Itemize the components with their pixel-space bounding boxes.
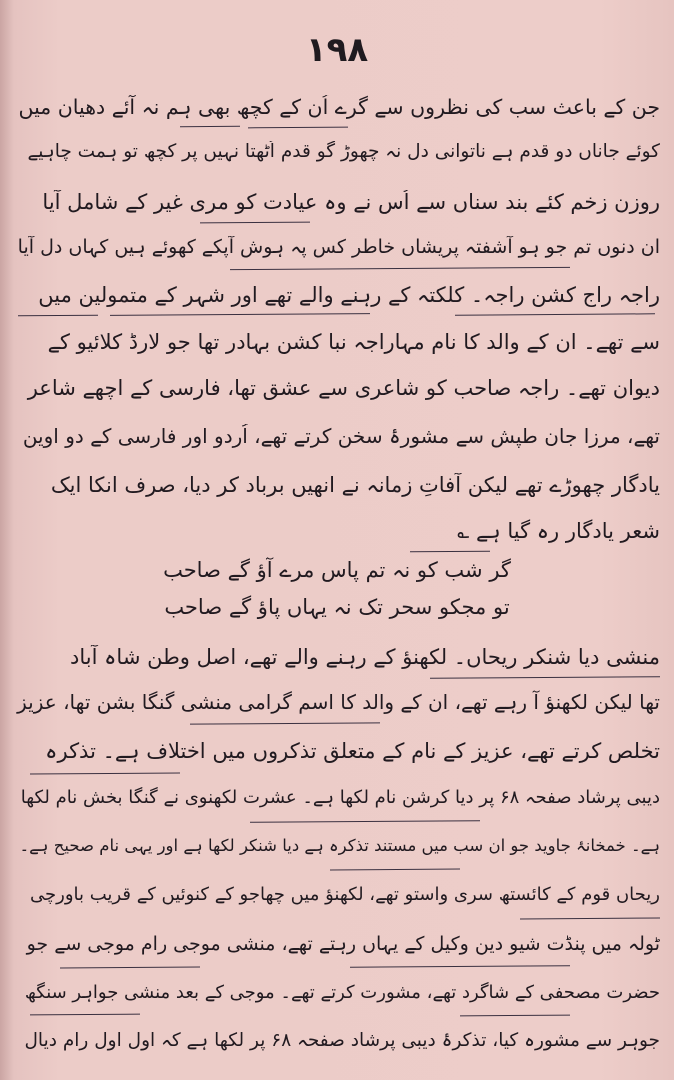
text-line: کوئے جاناں دو قدم ہے ناتوانی دل نہ چھوڑ گو قدم اُٹھتا نہیں پر کچھ تو ہمت چاہیے (27, 141, 660, 162)
pen-underline (430, 676, 660, 679)
verse-line: تو مجکو سحر تک نہ یہاں پاؤ گے صاحب (164, 595, 510, 619)
text-line: راجہ راج کشن راجہ۔ کلکتہ کے رہنے والے تھے اور شہر کے متمولین میں (38, 283, 660, 307)
pen-underline (200, 222, 310, 224)
pen-underline (30, 772, 180, 774)
pen-underline (180, 126, 240, 127)
pen-underline (410, 551, 490, 553)
text-line: جوہر سے مشورہ کیا، تذکرۂ دیبی پرشاد صفحہ ۶۸ پر لکھا ہے کہ اول اول رام دیال (24, 1030, 660, 1051)
text-line: یادگار چھوڑے تھے لیکن آفاتِ زمانہ نے انھیں برباد کر دیا، صرف انکا ایک (50, 473, 660, 497)
pen-underline (250, 820, 480, 823)
verse-line: گر شب کو نہ تم پاس مرے آؤ گے صاحب (163, 558, 511, 582)
text-line: دیبی پرشاد صفحہ ۶۸ پر دیا کرشن نام لکھا ہے۔ عشرت لکھنوی نے گنگا بخش نام لکھا (20, 787, 660, 808)
pen-underline (520, 918, 660, 920)
page-number: ۱۹۸ (305, 30, 369, 70)
pen-underline (230, 267, 570, 270)
text-line: جن کے باعث سب کی نظروں سے گرے اُن کے کچھ بھی ہم نہ آئے دھیان میں (18, 95, 660, 119)
text-line: ٹولہ میں پنڈت شیو دین وکیل کے یہاں رہتے تھے، منشی موجی رام موجی سے جو (26, 933, 660, 955)
pen-underline (30, 1014, 140, 1016)
pen-underline (455, 313, 655, 315)
text-line: حضرت مصحفی کے شاگرد تھے، مشورت کرتے تھے۔ موجی کے بعد منشی جواہر سنگھ (24, 982, 660, 1003)
pen-underline (460, 1015, 570, 1017)
text-line: تخلص کرتے تھے، عزیز کے نام کے متعلق تذکروں میں اختلاف ہے۔ تذکرہ (45, 739, 660, 763)
pen-underline (350, 965, 570, 968)
text-line: دیوان تھے۔ راجہ صاحب کو شاعری سے عشق تھا، فارسی کے اچھے شاعر (27, 376, 660, 400)
text-line: شعر یادگار رہ گیا ہے ؎ (457, 519, 660, 543)
text-line: ان دنوں تم جو ہو آشفتہ پریشاں خاطر کس پہ ہوش آپکے کھوئے ہیں کہاں دل آیا (17, 236, 660, 258)
text-line: سے تھے۔ ان کے والد کا نام مہاراجہ نبا کشن بہادر تھا جو لارڈ کلائیو کے (47, 330, 660, 354)
text-line: روزنِ زخم کئے بند سناں سے اُس نے وہ عیادت کو مری غیر کے شامل آیا (42, 190, 660, 214)
text-line: ریحاں قوم کے کائستھ سری واستو تھے، لکھنؤ میں چھاجو کے کنوئیں کے قریب باورچی (30, 884, 660, 905)
pen-underline (18, 315, 98, 317)
pen-underline (110, 313, 370, 316)
text-line: منشی دیا شنکر ریحاں۔ لکھنؤ کے رہنے والے تھے، اصل وطن شاہ آباد (70, 645, 660, 669)
pen-underline (330, 869, 460, 871)
pen-underline (248, 127, 348, 129)
text-line: تھا لیکن لکھنؤ آ رہے تھے، ان کے والد کا اسم گرامی منشی گنگا بشن تھا، عزیز (17, 690, 660, 714)
text-line: تھے، مرزا جان طپش سے مشورۂ سخن کرتے تھے، اُردو اور فارسی کے دو اوین (22, 424, 660, 448)
pen-underline (190, 722, 380, 724)
text-line: ہے۔ خمخانۂ جاوید جو ان سب میں مستند تذکرہ ہے دیا شنکر لکھا ہے اور یہی نام صحیح ہے۔ (19, 836, 660, 855)
pen-underline (60, 967, 200, 969)
